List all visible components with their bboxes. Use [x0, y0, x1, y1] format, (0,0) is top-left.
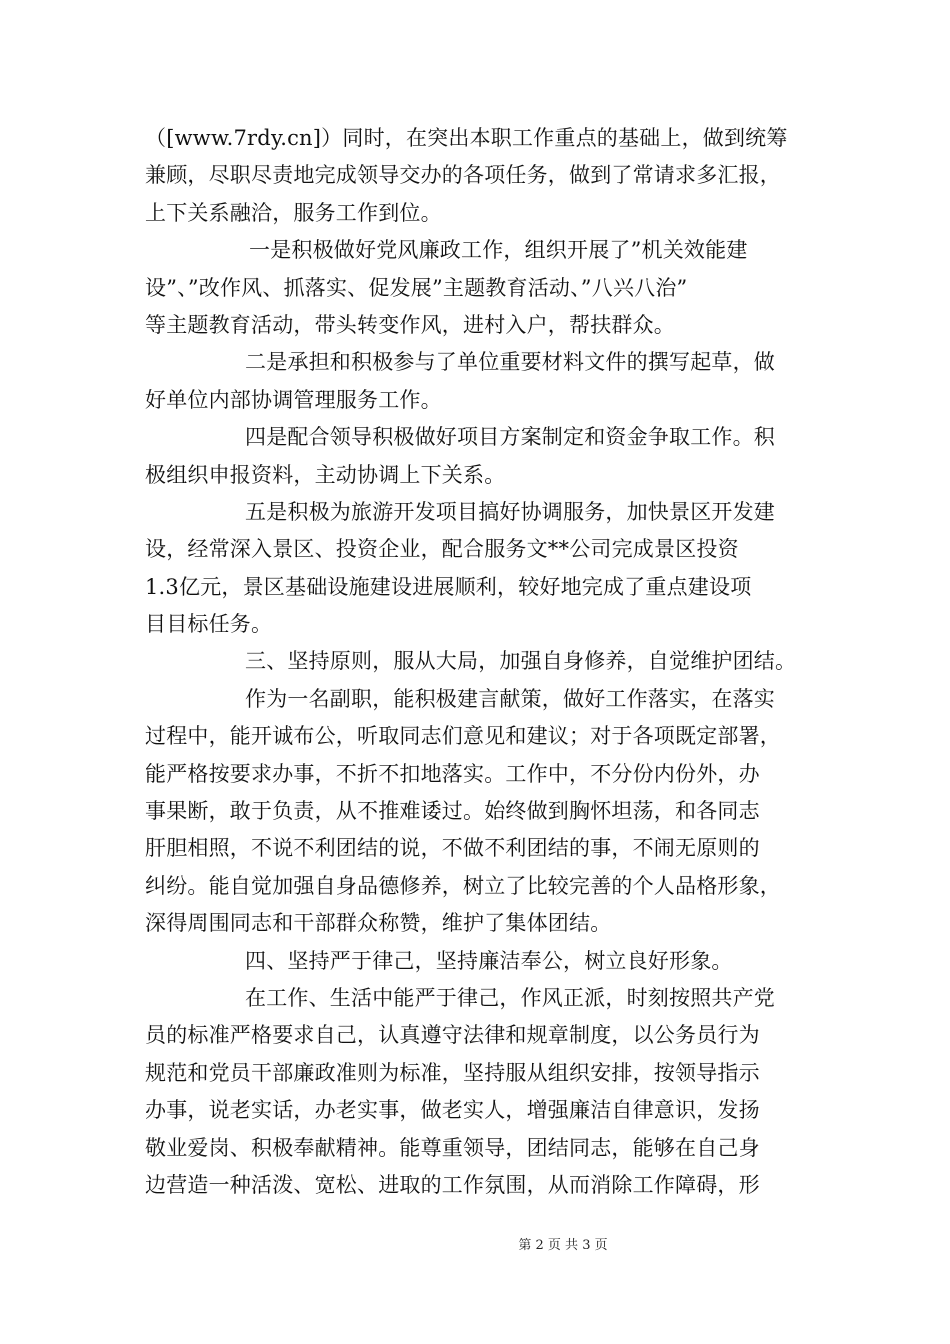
paragraph-start-line: 二是承担和积极参与了单位重要材料文件的撰写起草，做 — [245, 350, 775, 375]
text-line: 好单位内部协调管理服务工作。 — [145, 387, 442, 412]
paragraph-start-line: 在工作、生活中能严于律己，作风正派，时刻按照共产党 — [245, 985, 775, 1010]
page-footer — [0, 1234, 950, 1253]
text-line: 目目标任务。 — [145, 612, 273, 637]
text-line: 设”、”改作风、抓落实、促发展”主题教育活动、”八兴八治” — [145, 275, 688, 300]
text-line: 规范和党员干部廉政准则为标准，坚持服从组织安排，按领导指示 — [145, 1060, 760, 1085]
document-body — [145, 120, 810, 1204]
section-heading: 三、坚持原则，服从大局，加强自身修养，自觉维护团结。 — [245, 649, 797, 674]
text-line: 上下关系融洽，服务工作到位。 — [145, 200, 442, 225]
paragraph-start-line: 作为一名副职，能积极建言献策，做好工作落实，在落实 — [245, 686, 775, 711]
page-number: 第 2 页 共 3 页 — [518, 1238, 608, 1253]
text-line: （[www.7rdy.cn]）同时，在突出本职工作重点的基础上，做到统筹 — [145, 126, 788, 150]
paragraph-start-line: 四是配合领导积极做好项目方案制定和资金争取工作。积 — [245, 425, 775, 450]
text-line: 等主题教育活动，带头转变作风，进村入户，帮扶群众。 — [145, 312, 675, 337]
text-line: 敬业爱岗、积极奉献精神。能尊重领导，团结同志，能够在自己身 — [145, 1135, 760, 1160]
paragraph-start-line: 一是积极做好党风廉政工作，组织开展了”机关效能建 — [249, 238, 748, 263]
text-line: 深得周围同志和干部群众称赞，维护了集体团结。 — [145, 911, 612, 936]
text-line: 边营造一种活泼、宽松、进取的工作氛围，从而消除工作障碍，形 — [145, 1172, 760, 1197]
text-line: 兼顾，尽职尽责地完成领导交办的各项任务，做到了常请求多汇报， — [145, 163, 781, 188]
section-heading: 四、坚持严于律己，坚持廉洁奉公，树立良好形象。 — [245, 948, 733, 973]
text-line: 办事，说老实话，办老实事，做老实人，增强廉洁自律意识，发扬 — [145, 1098, 760, 1123]
text-line: 员的标准严格要求自己，认真遵守法律和规章制度，以公务员行为 — [145, 1023, 760, 1048]
text-line: 1.3亿元，景区基础设施建设进展顺利，较好地完成了重点建设项 — [145, 574, 752, 599]
text-line: 能严格按要求办事，不折不扣地落实。工作中，不分份内份外，办 — [145, 761, 760, 786]
text-line: 肝胆相照，不说不利团结的说，不做不利团结的事，不闹无原则的 — [145, 836, 760, 861]
text-line: 过程中，能开诚布公，听取同志们意见和建议；对于各项既定部署， — [145, 724, 781, 749]
text-line: 设，经常深入景区、投资企业，配合服务文**公司完成景区投资 — [145, 537, 739, 562]
text-line: 极组织申报资料，主动协调上下关系。 — [145, 462, 506, 487]
text-line: 纠纷。能自觉加强自身品德修养，树立了比较完善的个人品格形象， — [145, 873, 781, 898]
text-line: 事果断，敢于负责，从不推难诿过。始终做到胸怀坦荡，和各同志 — [145, 799, 760, 824]
paragraph-start-line: 五是积极为旅游开发项目搞好协调服务，加快景区开发建 — [245, 499, 775, 524]
